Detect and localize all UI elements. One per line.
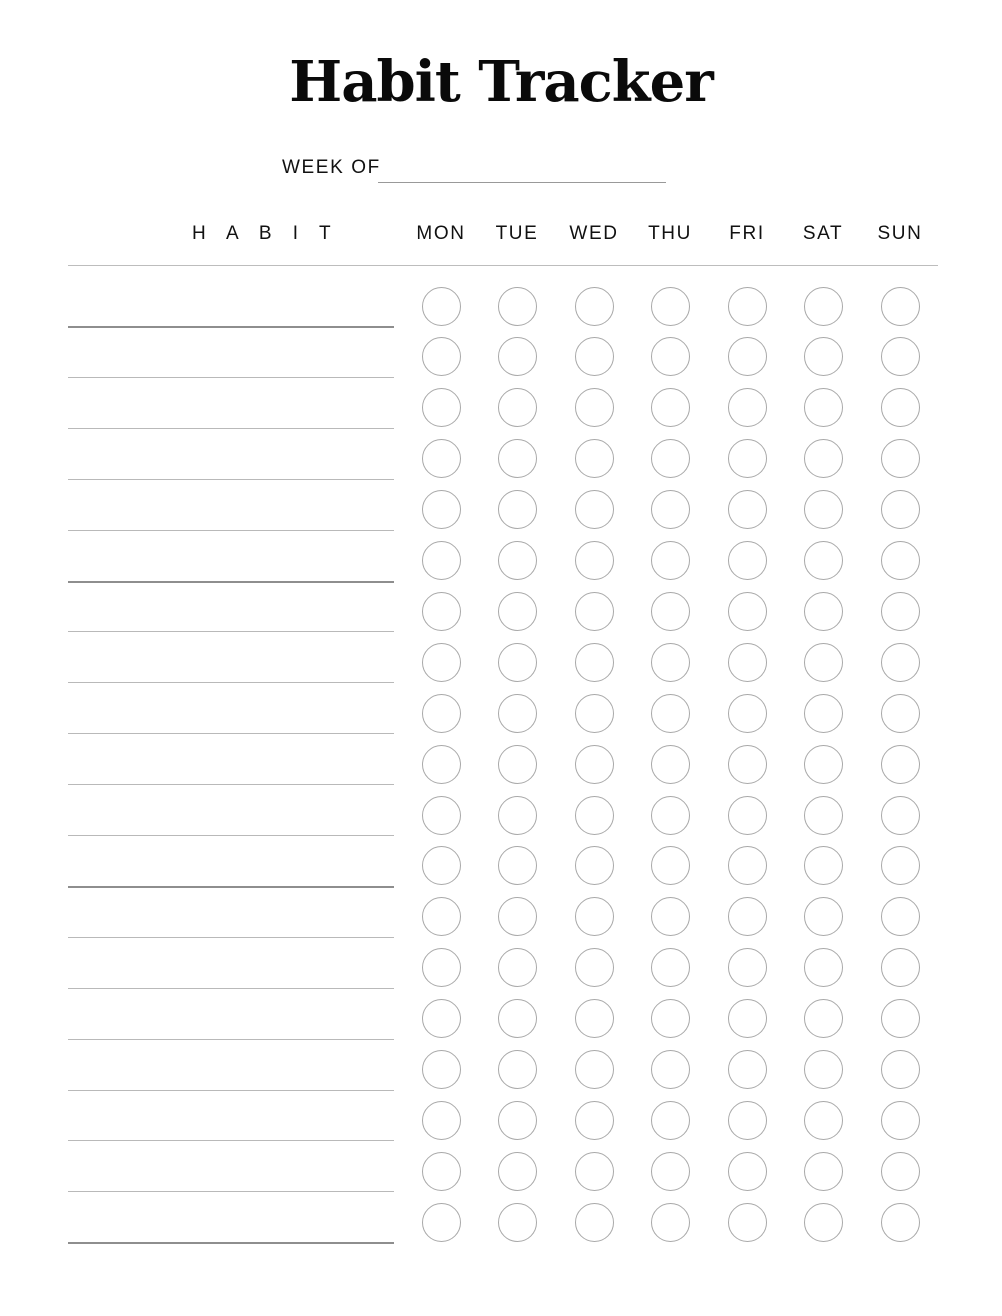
day-header-sun: SUN bbox=[877, 223, 923, 244]
habit-name-field[interactable] bbox=[68, 1191, 394, 1192]
habit-checkbox-tue[interactable] bbox=[498, 745, 537, 784]
habit-checkbox-tue[interactable] bbox=[498, 287, 537, 326]
habit-checkbox-thu[interactable] bbox=[651, 796, 690, 835]
habit-checkbox-wed[interactable] bbox=[575, 745, 614, 784]
habit-checkbox-mon[interactable] bbox=[422, 948, 461, 987]
habit-checkbox-tue[interactable] bbox=[498, 643, 537, 682]
habit-checkbox-sat[interactable] bbox=[804, 1152, 843, 1191]
habit-checkbox-sat[interactable] bbox=[804, 1050, 843, 1089]
day-header-wed: WED bbox=[569, 223, 619, 244]
habit-checkbox-wed[interactable] bbox=[575, 694, 614, 733]
habit-checkbox-sat[interactable] bbox=[804, 337, 843, 376]
habit-checkbox-mon[interactable] bbox=[422, 1101, 461, 1140]
habit-checkbox-sun[interactable] bbox=[881, 643, 920, 682]
habit-checkbox-wed[interactable] bbox=[575, 643, 614, 682]
habit-checkbox-thu[interactable] bbox=[651, 948, 690, 987]
habit-name-field[interactable] bbox=[68, 1140, 394, 1141]
habit-checkbox-tue[interactable] bbox=[498, 1050, 537, 1089]
habit-checkbox-sat[interactable] bbox=[804, 948, 843, 987]
habit-checkbox-sun[interactable] bbox=[881, 388, 920, 427]
habit-name-field[interactable] bbox=[68, 1039, 394, 1040]
habit-checkbox-sun[interactable] bbox=[881, 846, 920, 885]
habit-checkbox-tue[interactable] bbox=[498, 694, 537, 733]
habit-checkbox-sat[interactable] bbox=[804, 846, 843, 885]
habit-checkbox-fri[interactable] bbox=[728, 287, 767, 326]
habit-checkbox-sun[interactable] bbox=[881, 694, 920, 733]
habit-checkbox-thu[interactable] bbox=[651, 745, 690, 784]
habit-checkbox-thu[interactable] bbox=[651, 1152, 690, 1191]
day-header-thu: THU bbox=[648, 223, 692, 244]
habit-checkbox-sun[interactable] bbox=[881, 897, 920, 936]
habit-checkbox-fri[interactable] bbox=[728, 1203, 767, 1242]
habit-checkbox-sun[interactable] bbox=[881, 796, 920, 835]
habit-checkbox-fri[interactable] bbox=[728, 796, 767, 835]
habit-checkbox-sat[interactable] bbox=[804, 643, 843, 682]
habit-checkbox-sat[interactable] bbox=[804, 592, 843, 631]
habit-name-field[interactable] bbox=[68, 428, 394, 429]
habit-checkbox-mon[interactable] bbox=[422, 1050, 461, 1089]
habit-checkbox-sun[interactable] bbox=[881, 999, 920, 1038]
habit-checkbox-fri[interactable] bbox=[728, 592, 767, 631]
habit-checkbox-sat[interactable] bbox=[804, 490, 843, 529]
habit-checkbox-sat[interactable] bbox=[804, 694, 843, 733]
habit-checkbox-sun[interactable] bbox=[881, 592, 920, 631]
habit-checkbox-fri[interactable] bbox=[728, 337, 767, 376]
header-divider bbox=[68, 265, 938, 266]
habit-checkbox-mon[interactable] bbox=[422, 694, 461, 733]
habit-checkbox-thu[interactable] bbox=[651, 388, 690, 427]
habit-checkbox-mon[interactable] bbox=[422, 592, 461, 631]
habit-checkbox-fri[interactable] bbox=[728, 745, 767, 784]
habit-checkbox-wed[interactable] bbox=[575, 592, 614, 631]
habit-name-field[interactable] bbox=[68, 733, 394, 734]
habit-checkbox-mon[interactable] bbox=[422, 643, 461, 682]
habit-checkbox-fri[interactable] bbox=[728, 541, 767, 580]
habit-checkbox-tue[interactable] bbox=[498, 999, 537, 1038]
habit-checkbox-wed[interactable] bbox=[575, 1203, 614, 1242]
habit-checkbox-mon[interactable] bbox=[422, 897, 461, 936]
habit-checkbox-wed[interactable] bbox=[575, 541, 614, 580]
habit-checkbox-sun[interactable] bbox=[881, 337, 920, 376]
habit-checkbox-thu[interactable] bbox=[651, 287, 690, 326]
habit-checkbox-wed[interactable] bbox=[575, 1152, 614, 1191]
habit-checkbox-wed[interactable] bbox=[575, 897, 614, 936]
habit-checkbox-fri[interactable] bbox=[728, 388, 767, 427]
day-header-sat: SAT bbox=[802, 223, 844, 244]
habit-checkbox-tue[interactable] bbox=[498, 337, 537, 376]
habit-checkbox-sun[interactable] bbox=[881, 1152, 920, 1191]
habit-checkbox-sat[interactable] bbox=[804, 287, 843, 326]
page-title: Habit Tracker bbox=[289, 49, 713, 115]
habit-checkbox-thu[interactable] bbox=[651, 846, 690, 885]
habit-checkbox-sat[interactable] bbox=[804, 541, 843, 580]
habit-checkbox-mon[interactable] bbox=[422, 337, 461, 376]
habit-checkbox-tue[interactable] bbox=[498, 490, 537, 529]
habit-checkbox-wed[interactable] bbox=[575, 337, 614, 376]
habit-name-field[interactable] bbox=[68, 377, 394, 378]
habit-checkbox-tue[interactable] bbox=[498, 439, 537, 478]
day-header-tue: TUE bbox=[495, 223, 539, 244]
habit-checkbox-sat[interactable] bbox=[804, 1203, 843, 1242]
habit-checkbox-fri[interactable] bbox=[728, 948, 767, 987]
habit-checkbox-tue[interactable] bbox=[498, 388, 537, 427]
habit-checkbox-mon[interactable] bbox=[422, 745, 461, 784]
habit-checkbox-thu[interactable] bbox=[651, 1050, 690, 1089]
habit-checkbox-tue[interactable] bbox=[498, 1203, 537, 1242]
habit-checkbox-sun[interactable] bbox=[881, 439, 920, 478]
habit-checkbox-mon[interactable] bbox=[422, 1203, 461, 1242]
day-header-fri: FRI bbox=[729, 223, 765, 244]
habit-checkbox-sat[interactable] bbox=[804, 439, 843, 478]
habit-checkbox-fri[interactable] bbox=[728, 1101, 767, 1140]
habit-name-field[interactable] bbox=[68, 1090, 394, 1091]
habit-checkbox-tue[interactable] bbox=[498, 948, 537, 987]
habit-checkbox-sun[interactable] bbox=[881, 490, 920, 529]
habit-checkbox-sun[interactable] bbox=[881, 1203, 920, 1242]
habit-name-field[interactable] bbox=[68, 835, 394, 836]
habit-checkbox-sun[interactable] bbox=[881, 948, 920, 987]
habit-checkbox-sat[interactable] bbox=[804, 796, 843, 835]
habit-checkbox-fri[interactable] bbox=[728, 897, 767, 936]
habit-checkbox-wed[interactable] bbox=[575, 287, 614, 326]
habit-name-field[interactable] bbox=[68, 886, 394, 888]
habit-checkbox-mon[interactable] bbox=[422, 541, 461, 580]
habit-checkbox-thu[interactable] bbox=[651, 643, 690, 682]
habit-checkbox-sat[interactable] bbox=[804, 1101, 843, 1140]
habit-checkbox-thu[interactable] bbox=[651, 1203, 690, 1242]
habit-checkbox-wed[interactable] bbox=[575, 388, 614, 427]
habit-checkbox-fri[interactable] bbox=[728, 439, 767, 478]
habit-checkbox-wed[interactable] bbox=[575, 490, 614, 529]
habit-name-field[interactable] bbox=[68, 682, 394, 683]
habit-checkbox-mon[interactable] bbox=[422, 439, 461, 478]
habit-checkbox-tue[interactable] bbox=[498, 897, 537, 936]
habit-checkbox-thu[interactable] bbox=[651, 541, 690, 580]
day-header-mon: MON bbox=[416, 223, 466, 244]
habit-name-field[interactable] bbox=[68, 479, 394, 480]
habit-checkbox-wed[interactable] bbox=[575, 1101, 614, 1140]
habit-checkbox-mon[interactable] bbox=[422, 1152, 461, 1191]
habit-name-field[interactable] bbox=[68, 581, 394, 583]
habit-checkbox-thu[interactable] bbox=[651, 694, 690, 733]
habit-checkbox-thu[interactable] bbox=[651, 1101, 690, 1140]
habit-name-field[interactable] bbox=[68, 937, 394, 938]
habit-checkbox-thu[interactable] bbox=[651, 897, 690, 936]
habit-checkbox-wed[interactable] bbox=[575, 948, 614, 987]
habit-checkbox-fri[interactable] bbox=[728, 694, 767, 733]
habit-checkbox-sun[interactable] bbox=[881, 541, 920, 580]
habit-checkbox-wed[interactable] bbox=[575, 439, 614, 478]
habit-checkbox-mon[interactable] bbox=[422, 287, 461, 326]
habit-checkbox-thu[interactable] bbox=[651, 337, 690, 376]
week-of-label: WEEK OF bbox=[282, 157, 381, 178]
habit-checkbox-sun[interactable] bbox=[881, 287, 920, 326]
habit-checkbox-sun[interactable] bbox=[881, 1101, 920, 1140]
week-of-field[interactable] bbox=[378, 182, 666, 183]
habit-checkbox-sat[interactable] bbox=[804, 745, 843, 784]
habit-checkbox-mon[interactable] bbox=[422, 490, 461, 529]
habit-checkbox-thu[interactable] bbox=[651, 999, 690, 1038]
habit-checkbox-fri[interactable] bbox=[728, 643, 767, 682]
habit-checkbox-sun[interactable] bbox=[881, 1050, 920, 1089]
habit-checkbox-tue[interactable] bbox=[498, 541, 537, 580]
habit-name-field[interactable] bbox=[68, 326, 394, 328]
habit-checkbox-tue[interactable] bbox=[498, 1101, 537, 1140]
habit-name-field[interactable] bbox=[68, 631, 394, 632]
habit-checkbox-mon[interactable] bbox=[422, 796, 461, 835]
habit-checkbox-thu[interactable] bbox=[651, 490, 690, 529]
habit-checkbox-mon[interactable] bbox=[422, 846, 461, 885]
habit-checkbox-wed[interactable] bbox=[575, 1050, 614, 1089]
habit-checkbox-tue[interactable] bbox=[498, 592, 537, 631]
habit-checkbox-fri[interactable] bbox=[728, 1152, 767, 1191]
habit-name-field[interactable] bbox=[68, 530, 394, 531]
habit-name-field[interactable] bbox=[68, 784, 394, 785]
habit-checkbox-mon[interactable] bbox=[422, 388, 461, 427]
habit-checkbox-sat[interactable] bbox=[804, 999, 843, 1038]
habit-checkbox-wed[interactable] bbox=[575, 999, 614, 1038]
habit-checkbox-wed[interactable] bbox=[575, 796, 614, 835]
habit-checkbox-sun[interactable] bbox=[881, 745, 920, 784]
habit-checkbox-mon[interactable] bbox=[422, 999, 461, 1038]
habit-name-field[interactable] bbox=[68, 988, 394, 989]
habit-checkbox-thu[interactable] bbox=[651, 439, 690, 478]
habit-checkbox-fri[interactable] bbox=[728, 490, 767, 529]
habit-checkbox-wed[interactable] bbox=[575, 846, 614, 885]
habit-checkbox-tue[interactable] bbox=[498, 796, 537, 835]
habit-checkbox-tue[interactable] bbox=[498, 1152, 537, 1191]
habit-checkbox-fri[interactable] bbox=[728, 846, 767, 885]
habit-checkbox-fri[interactable] bbox=[728, 1050, 767, 1089]
habit-checkbox-fri[interactable] bbox=[728, 999, 767, 1038]
habit-checkbox-tue[interactable] bbox=[498, 846, 537, 885]
habit-column-header: H A B I T bbox=[192, 223, 339, 244]
habit-checkbox-sat[interactable] bbox=[804, 897, 843, 936]
habit-checkbox-thu[interactable] bbox=[651, 592, 690, 631]
habit-checkbox-sat[interactable] bbox=[804, 388, 843, 427]
habit-name-field[interactable] bbox=[68, 1242, 394, 1244]
